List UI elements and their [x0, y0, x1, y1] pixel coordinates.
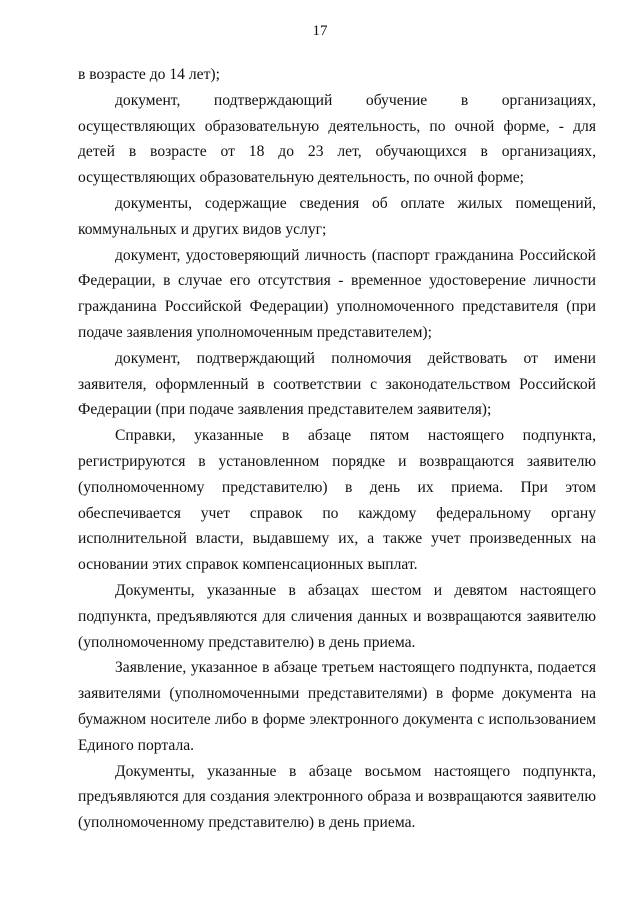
paragraph-6: Справки, указанные в абзаце пятом настоящего подпункта, регистрируются в установленном порядке и возвращаются заявителю (уполномоченному представителю) в день их приема. При этом обеспечивается учет справок по каждому федеральному органу исполнительной власти, выдавшему их, а также учет произведенных на основании этих справок компенсационных выплат.: [78, 427, 596, 574]
page-number: 17: [312, 23, 328, 39]
paragraph-8: Заявление, указанное в абзаце третьем настоящего подпункта, подается заявителями (уполномоченными представителями) в форме документа на бумажном носителе либо в форме электронного документа с использованием Единого портала.: [78, 659, 596, 754]
paragraph-5: документ, подтверждающий полномочия действовать от имени заявителя, оформленный в соответствии с законодательством Российской Федерации (при подаче заявления представителем заявителя);: [78, 349, 596, 419]
paragraph-7: Документы, указанные в абзацах шестом и девятом настоящего подпункта, предъявляются для сличения данных и возвращаются заявителю (уполномоченному представителю) в день приема.: [78, 581, 596, 651]
paragraph-9: Документы, указанные в абзаце восьмом настоящего подпункта, предъявляются для создания электронного образа и возвращаются заявителю (уполномоченному представителю) в день приема.: [78, 762, 596, 832]
paragraph-3: документы, содержащие сведения об оплате жилых помещений, коммунальных и других видов услуг;: [78, 194, 596, 238]
paragraph-4: документ, удостоверяющий личность (паспорт гражданина Российской Федерации, в случае его отсутствия - временное удостоверение личности гражданина Российской Федерации) уполномоченного представителя (при подаче заявления уполномоченным представителем);: [78, 246, 596, 341]
paragraph-1: в возрасте до 14 лет);: [78, 66, 220, 83]
document-body: [78, 62, 596, 836]
paragraph-2: документ, подтверждающий обучение в организациях, осуществляющих образовательную деятельность, по очной форме, - для детей в возрасте от 18 до 23 лет, обучающихся в организациях, осуществляющих образовательную деятельность, по очной форме;: [78, 91, 596, 187]
